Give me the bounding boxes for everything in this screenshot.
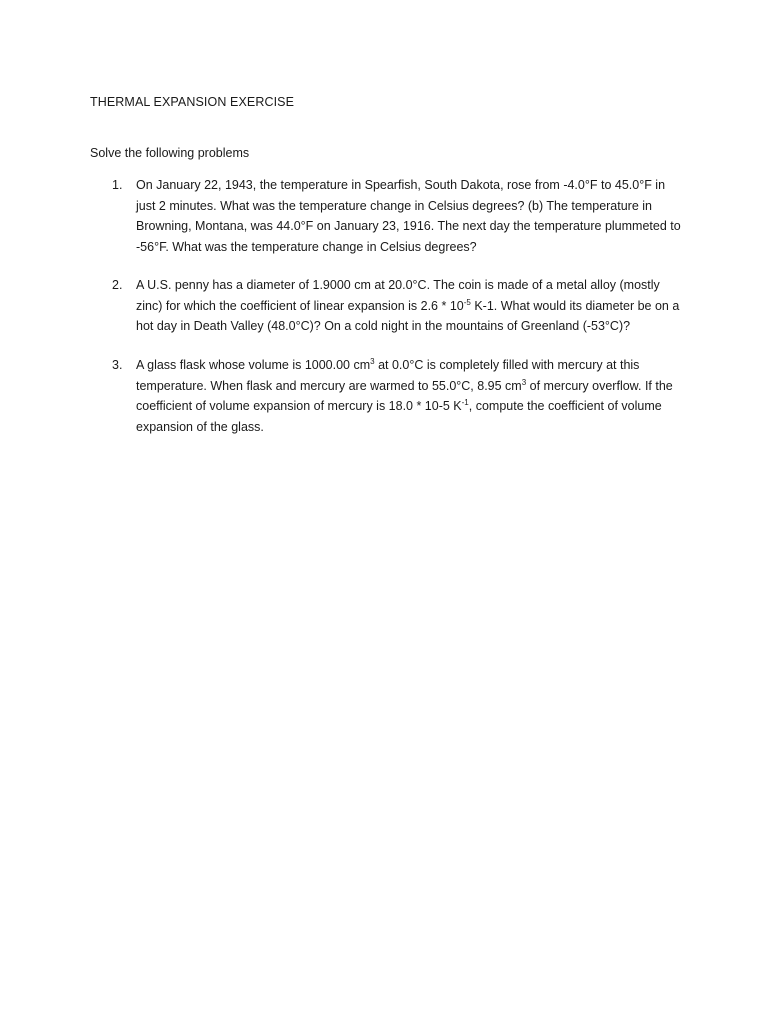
problem-number: 3. [112, 358, 123, 372]
instruction-text: Solve the following problems [90, 146, 250, 160]
problem-text [136, 275, 684, 337]
problem-text-segment: A U.S. penny has a diameter of 1.9000 cm at 20.0°C. The coin is made of a metal alloy (mostly zinc) for which the coefficient of linear expansion is 2.6 * 10 [136, 278, 660, 313]
superscript-exponent: 3 [370, 356, 375, 366]
superscript-exponent: -5 [463, 297, 471, 307]
document-title: THERMAL EXPANSION EXERCISE [90, 95, 295, 109]
problem-text [136, 175, 684, 257]
superscript-exponent: 3 [521, 377, 527, 387]
problem-text [136, 355, 684, 437]
problem-text-segment: On January 22, 1943, the temperature in Spearfish, South Dakota, rose from -4.0°F to 45.0°F in just 2 minutes. What was the temperature change in Celsius degrees? (b) The temperature in Browning, Montana, was 44.0°F on January 23, 1916. The next day the temperature plummeted to -56°F. What was the temperature change in Celsius degrees? [136, 178, 681, 254]
problem-text-segment: K-1. What would its diameter be on a hot day in Death Valley (48.0°C)? On a cold night in the mountains of Greenland (-53°C)? [136, 298, 680, 333]
problem-number: 2. [112, 278, 123, 292]
problem-number: 1. [112, 178, 123, 192]
superscript-exponent: -1 [461, 397, 469, 407]
problem-text-segment: , compute the coefficient of volume expansion of the glass. [136, 399, 662, 434]
problem-text-segment: A glass flask whose volume is 1000.00 cm [136, 358, 371, 372]
problem-text-segment: at 0.0°C is completely filled with mercury at this temperature. When flask and mercury are warmed to 55.0°C, 8.95 cm [136, 358, 640, 393]
problem-text-segment: of mercury overflow. If the coefficient of volume expansion of mercury is 18.0 * 10-5 K [136, 378, 673, 413]
